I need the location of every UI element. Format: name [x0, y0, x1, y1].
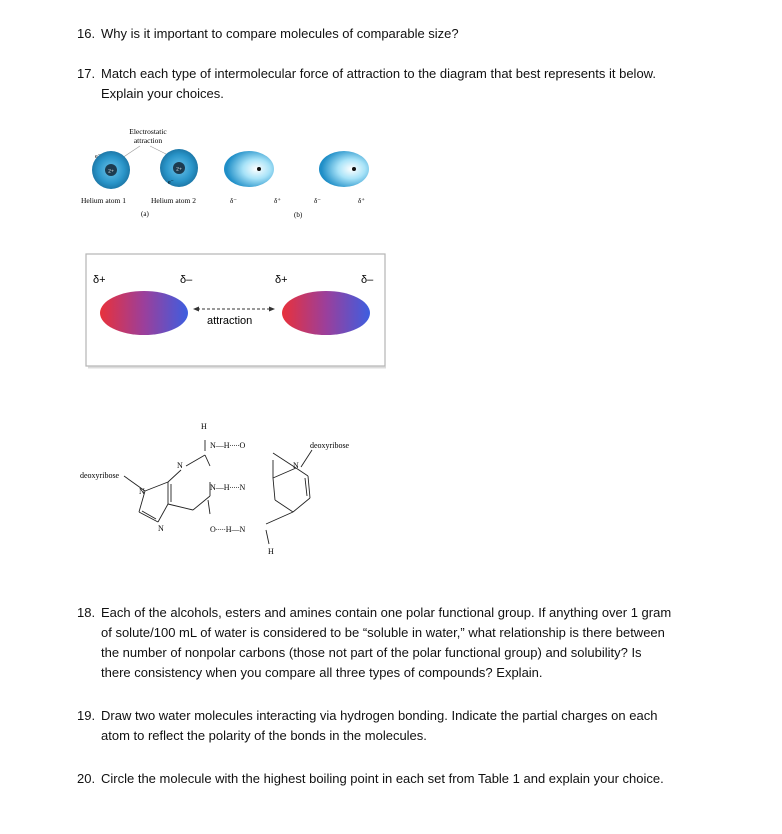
- delta-minus: δ⁻: [230, 197, 237, 205]
- electron: e⁻: [95, 154, 101, 160]
- nitrogen-label: N: [177, 461, 183, 470]
- delta-plus: δ⁺: [358, 197, 365, 205]
- figure-hydrogen-bonding: [78, 418, 368, 568]
- nucleus-charge: 2+: [108, 168, 114, 175]
- question-19: [77, 706, 767, 746]
- question-number: 16.: [77, 26, 96, 41]
- question-17: [77, 64, 757, 104]
- dipole-molecule-2: [282, 291, 370, 335]
- question-18: [77, 603, 767, 683]
- question-text-line-1: Match each type of intermolecular force of attraction to the diagram that best represents it below.: [101, 66, 656, 81]
- nitrogen-label: N: [293, 461, 299, 470]
- question-number: 20.: [77, 771, 96, 786]
- hbond-n-h-n: N—H∙∙∙∙∙N: [210, 483, 246, 492]
- nucleus: [257, 167, 261, 171]
- question-text-line-2: Explain your choices.: [101, 86, 224, 101]
- helium-atom-1-label: Helium atom 1: [81, 196, 126, 205]
- polarized-atom-2: [319, 151, 369, 187]
- helium-atom-2-label: Helium atom 2: [151, 196, 196, 205]
- delta-minus-1: δ–: [180, 274, 193, 286]
- question-number: 18.: [77, 605, 96, 620]
- figure-london-dispersion: [78, 116, 374, 241]
- electrostatic-label-1: Electrostatic: [129, 127, 167, 136]
- attraction-label: attraction: [207, 315, 253, 327]
- hbond-o-h-n: O∙∙∙∙∙H—N: [210, 525, 246, 534]
- electron: e⁻: [168, 180, 174, 186]
- attraction-line: [122, 146, 140, 158]
- question-text-line-2: atom to reflect the polarity of the bonds in the molecules.: [101, 728, 427, 743]
- pyrimidine-ring-bonds: [266, 450, 312, 544]
- question-text-line-3: the number of nonpolar carbons (those not part of the polar functional group) and solubility? Is: [101, 645, 642, 660]
- part-a-label: (a): [141, 210, 149, 218]
- hydrogen-label: H: [201, 422, 207, 431]
- question-text-line-2: of solute/100 mL of water is considered to be “soluble in water,” what relationship is there between: [101, 625, 665, 640]
- delta-plus-2: δ+: [275, 274, 288, 286]
- nucleus-charge: 2+: [176, 166, 182, 173]
- delta-minus: δ⁻: [314, 197, 321, 205]
- question-text-line-4: there consistency when you compare all three types of compounds? Explain.: [101, 665, 543, 680]
- purine-ring-bonds: [124, 440, 210, 522]
- question-number: 17.: [77, 66, 96, 81]
- deoxyribose-label-right: deoxyribose: [310, 441, 350, 450]
- nitrogen-label: N: [158, 524, 164, 533]
- delta-plus: δ⁺: [274, 197, 281, 205]
- hbond-n-h-o: N—H∙∙∙∙∙O: [210, 441, 246, 450]
- electrostatic-label-2: attraction: [133, 136, 163, 145]
- hydrogen-label: H: [268, 547, 274, 556]
- question-text-line-1: Each of the alcohols, esters and amines contain one polar functional group. If anything over 1 gram: [101, 605, 672, 620]
- delta-minus-2: δ–: [361, 274, 374, 286]
- question-text: Circle the molecule with the highest boiling point in each set from Table 1 and explain your choice.: [101, 771, 664, 786]
- figure-london-dispersion-svg: [78, 116, 374, 236]
- dipole-molecule-1: [100, 291, 188, 335]
- nucleus: [352, 167, 356, 171]
- nitrogen-label: N: [139, 487, 145, 496]
- delta-plus-1: δ+: [93, 274, 106, 286]
- figure-dipole-attraction: [85, 253, 387, 374]
- deoxyribose-label-left: deoxyribose: [80, 471, 120, 480]
- polarized-atom-1: [224, 151, 274, 187]
- figure-dipole-attraction-svg: [85, 253, 387, 369]
- question-text: Why is it important to compare molecules of comparable size?: [101, 26, 459, 41]
- question-text-line-1: Draw two water molecules interacting via hydrogen bonding. Indicate the partial charges on each: [101, 708, 658, 723]
- figure-hydrogen-bonding-svg: [78, 418, 368, 563]
- question-number: 19.: [77, 708, 96, 723]
- part-b-label: (b): [294, 211, 303, 219]
